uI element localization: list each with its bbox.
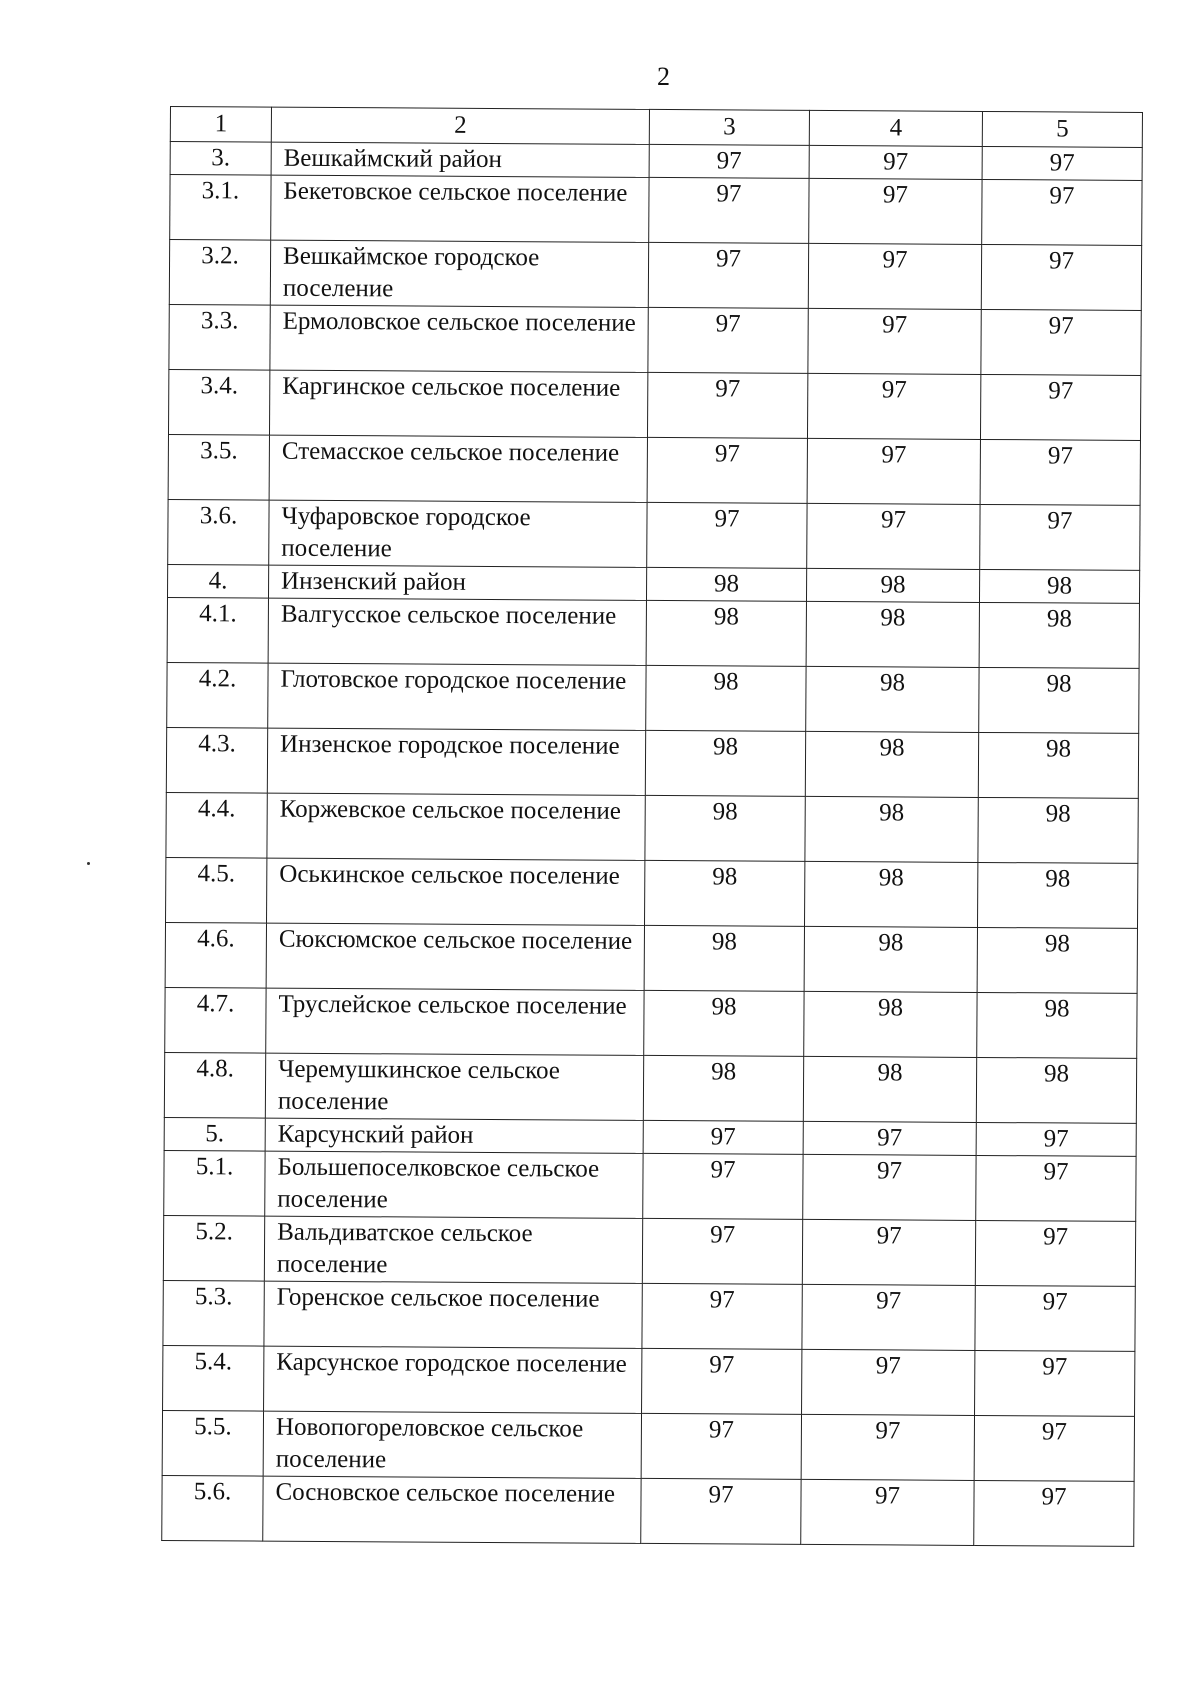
value-col-5: 98 (977, 992, 1137, 1058)
table-row (168, 434, 1140, 505)
row-number: 5. (164, 1117, 265, 1151)
settlement-name: Вальдиватское сельское поселение (264, 1216, 642, 1283)
value-col-3: 97 (641, 1413, 801, 1479)
settlement-name: Коржевское сельское поселение (267, 793, 645, 860)
table-row (170, 142, 1142, 181)
settlement-name: Труслейское сельское поселение (266, 988, 644, 1055)
table-row (162, 1410, 1134, 1481)
settlement-name: Каргинское сельское поселение (269, 370, 647, 437)
value-col-5: 98 (979, 667, 1139, 733)
value-col-3: 97 (642, 1348, 802, 1414)
table-row (167, 597, 1139, 668)
value-col-4: 97 (802, 1219, 975, 1285)
row-number: 4.7. (165, 987, 266, 1053)
value-col-4: 97 (807, 503, 980, 569)
page-number: 2 (657, 62, 670, 91)
value-col-4: 97 (802, 1284, 975, 1350)
row-number: 3.5. (168, 434, 269, 500)
value-col-3: 97 (647, 437, 807, 503)
table-row (166, 857, 1138, 928)
settlement-name: Оськинское сельское поселение (267, 858, 645, 925)
value-col-3: 98 (645, 730, 805, 796)
value-col-4: 97 (808, 243, 981, 309)
table-row (166, 727, 1138, 798)
table-row (166, 792, 1138, 863)
value-col-4: 98 (806, 568, 979, 602)
value-col-4: 98 (804, 991, 977, 1057)
table-row (169, 304, 1141, 375)
value-col-3: 98 (643, 1055, 803, 1121)
settlement-name: Ермоловское сельское поселение (270, 305, 648, 372)
value-col-5: 97 (982, 179, 1142, 245)
row-number: 3. (170, 142, 271, 176)
value-col-4: 97 (807, 438, 980, 504)
value-col-3: 97 (642, 1283, 802, 1349)
scan-speck (87, 862, 90, 865)
value-col-4: 97 (807, 373, 980, 439)
value-col-5: 97 (975, 1285, 1135, 1351)
value-col-3: 98 (646, 665, 806, 731)
value-col-4: 98 (806, 666, 979, 732)
value-col-4: 97 (808, 308, 981, 374)
value-col-3: 98 (646, 600, 806, 666)
value-col-5: 97 (974, 1480, 1134, 1546)
row-number: 4. (167, 564, 268, 598)
row-number: 5.5. (162, 1410, 263, 1476)
table-row (167, 662, 1139, 733)
header-cell-4: 4 (809, 110, 982, 146)
value-col-3: 97 (643, 1153, 803, 1219)
table-row (164, 1150, 1136, 1221)
table-row (163, 1345, 1135, 1416)
value-col-5: 98 (979, 569, 1139, 603)
value-col-5: 97 (975, 1220, 1135, 1286)
settlement-name: Новопогореловское сельское поселение (263, 1411, 641, 1478)
value-col-4: 97 (809, 145, 982, 179)
settlement-name: Сосновское сельское поселение (263, 1476, 641, 1543)
table-row (163, 1215, 1135, 1286)
value-col-4: 97 (801, 1414, 974, 1480)
header-cell-2: 2 (271, 107, 649, 144)
value-col-3: 98 (646, 567, 806, 601)
value-col-4: 97 (802, 1349, 975, 1415)
value-col-5: 97 (974, 1415, 1134, 1481)
row-number: 5.4. (163, 1345, 264, 1411)
value-col-3: 97 (649, 144, 809, 178)
settlement-name: Вешкаймский район (271, 142, 649, 177)
row-number: 5.3. (163, 1280, 264, 1346)
table-row (165, 987, 1137, 1058)
row-number: 4.3. (166, 727, 267, 793)
settlement-name: Инзенское городское поселение (267, 728, 645, 795)
table-row (168, 369, 1140, 440)
value-col-5: 98 (978, 797, 1138, 863)
value-col-5: 98 (977, 862, 1137, 928)
value-col-3: 97 (649, 177, 809, 243)
row-number: 4.5. (166, 857, 267, 923)
value-col-4: 98 (804, 926, 977, 992)
row-number: 4.6. (165, 922, 266, 988)
row-number: 5.2. (163, 1215, 264, 1281)
value-col-5: 97 (975, 1350, 1135, 1416)
table-row (164, 1052, 1136, 1123)
value-col-3: 97 (648, 242, 808, 308)
row-number: 5.1. (164, 1150, 265, 1216)
row-number: 3.6. (168, 499, 269, 565)
table-row (170, 175, 1142, 246)
value-col-3: 97 (647, 372, 807, 438)
header-cell-5: 5 (982, 111, 1142, 147)
settlement-name: Карсунский район (265, 1118, 643, 1153)
settlement-name: Глотовское городское поселение (268, 663, 646, 730)
value-col-5: 98 (976, 1057, 1136, 1123)
value-col-4: 97 (803, 1121, 976, 1155)
data-table (161, 106, 1143, 1547)
value-col-4: 98 (803, 1056, 976, 1122)
value-col-4: 98 (805, 796, 978, 862)
row-number: 4.4. (166, 792, 267, 858)
row-number: 3.3. (169, 304, 270, 370)
value-col-3: 97 (643, 1120, 803, 1154)
row-number: 5.6. (162, 1475, 263, 1541)
settlement-name: Карсунское городское поселение (264, 1346, 642, 1413)
value-col-5: 98 (977, 927, 1137, 993)
value-col-5: 97 (976, 1122, 1136, 1156)
row-number: 4.8. (164, 1052, 265, 1118)
table-row (168, 499, 1140, 570)
value-col-5: 98 (978, 732, 1138, 798)
table-row (169, 240, 1141, 311)
settlement-name: Большепоселковское сельское поселение (265, 1151, 643, 1218)
value-col-5: 97 (980, 504, 1140, 570)
value-col-3: 97 (648, 307, 808, 373)
settlement-name: Чуфаровское городское поселение (269, 500, 647, 567)
value-col-3: 98 (644, 990, 804, 1056)
value-col-3: 98 (645, 860, 805, 926)
settlement-name: Инзенский район (268, 565, 646, 600)
settlement-name: Черемушкинское сельское поселение (265, 1053, 643, 1120)
value-col-5: 97 (981, 309, 1141, 375)
value-col-4: 98 (806, 601, 979, 667)
value-col-4: 97 (809, 178, 982, 244)
value-col-3: 98 (644, 925, 804, 991)
value-col-5: 97 (982, 146, 1142, 180)
value-col-3: 97 (647, 502, 807, 568)
value-col-5: 98 (979, 602, 1139, 668)
header-row (170, 107, 1142, 148)
row-number: 3.2. (169, 240, 270, 306)
settlement-name: Вешкаймское городское поселение (270, 240, 648, 307)
table-row (164, 1117, 1136, 1156)
settlement-name: Валгусское сельское поселение (268, 598, 646, 665)
value-col-3: 97 (642, 1218, 802, 1284)
value-col-5: 97 (980, 374, 1140, 440)
settlement-name: Горенское сельское поселение (264, 1281, 642, 1348)
value-col-4: 97 (803, 1154, 976, 1220)
header-cell-3: 3 (649, 109, 809, 145)
settlement-name: Сюксюмское сельское поселение (266, 923, 644, 990)
value-col-4: 98 (805, 861, 978, 927)
row-number: 3.4. (168, 369, 269, 435)
value-col-5: 97 (976, 1155, 1136, 1221)
value-col-3: 98 (645, 795, 805, 861)
settlement-name: Бекетовское сельское поселение (271, 175, 649, 242)
settlement-name: Стемасское сельское поселение (269, 435, 647, 502)
header-cell-1: 1 (170, 107, 271, 143)
value-col-4: 97 (801, 1479, 974, 1545)
row-number: 3.1. (170, 175, 271, 241)
value-col-5: 97 (980, 439, 1140, 505)
table-row (165, 922, 1137, 993)
table-row (163, 1280, 1135, 1351)
value-col-3: 97 (641, 1478, 801, 1544)
row-number: 4.1. (167, 597, 268, 663)
table-row (162, 1475, 1134, 1546)
value-col-5: 97 (981, 244, 1141, 310)
value-col-4: 98 (805, 731, 978, 797)
row-number: 4.2. (167, 662, 268, 728)
table-row (167, 564, 1139, 603)
